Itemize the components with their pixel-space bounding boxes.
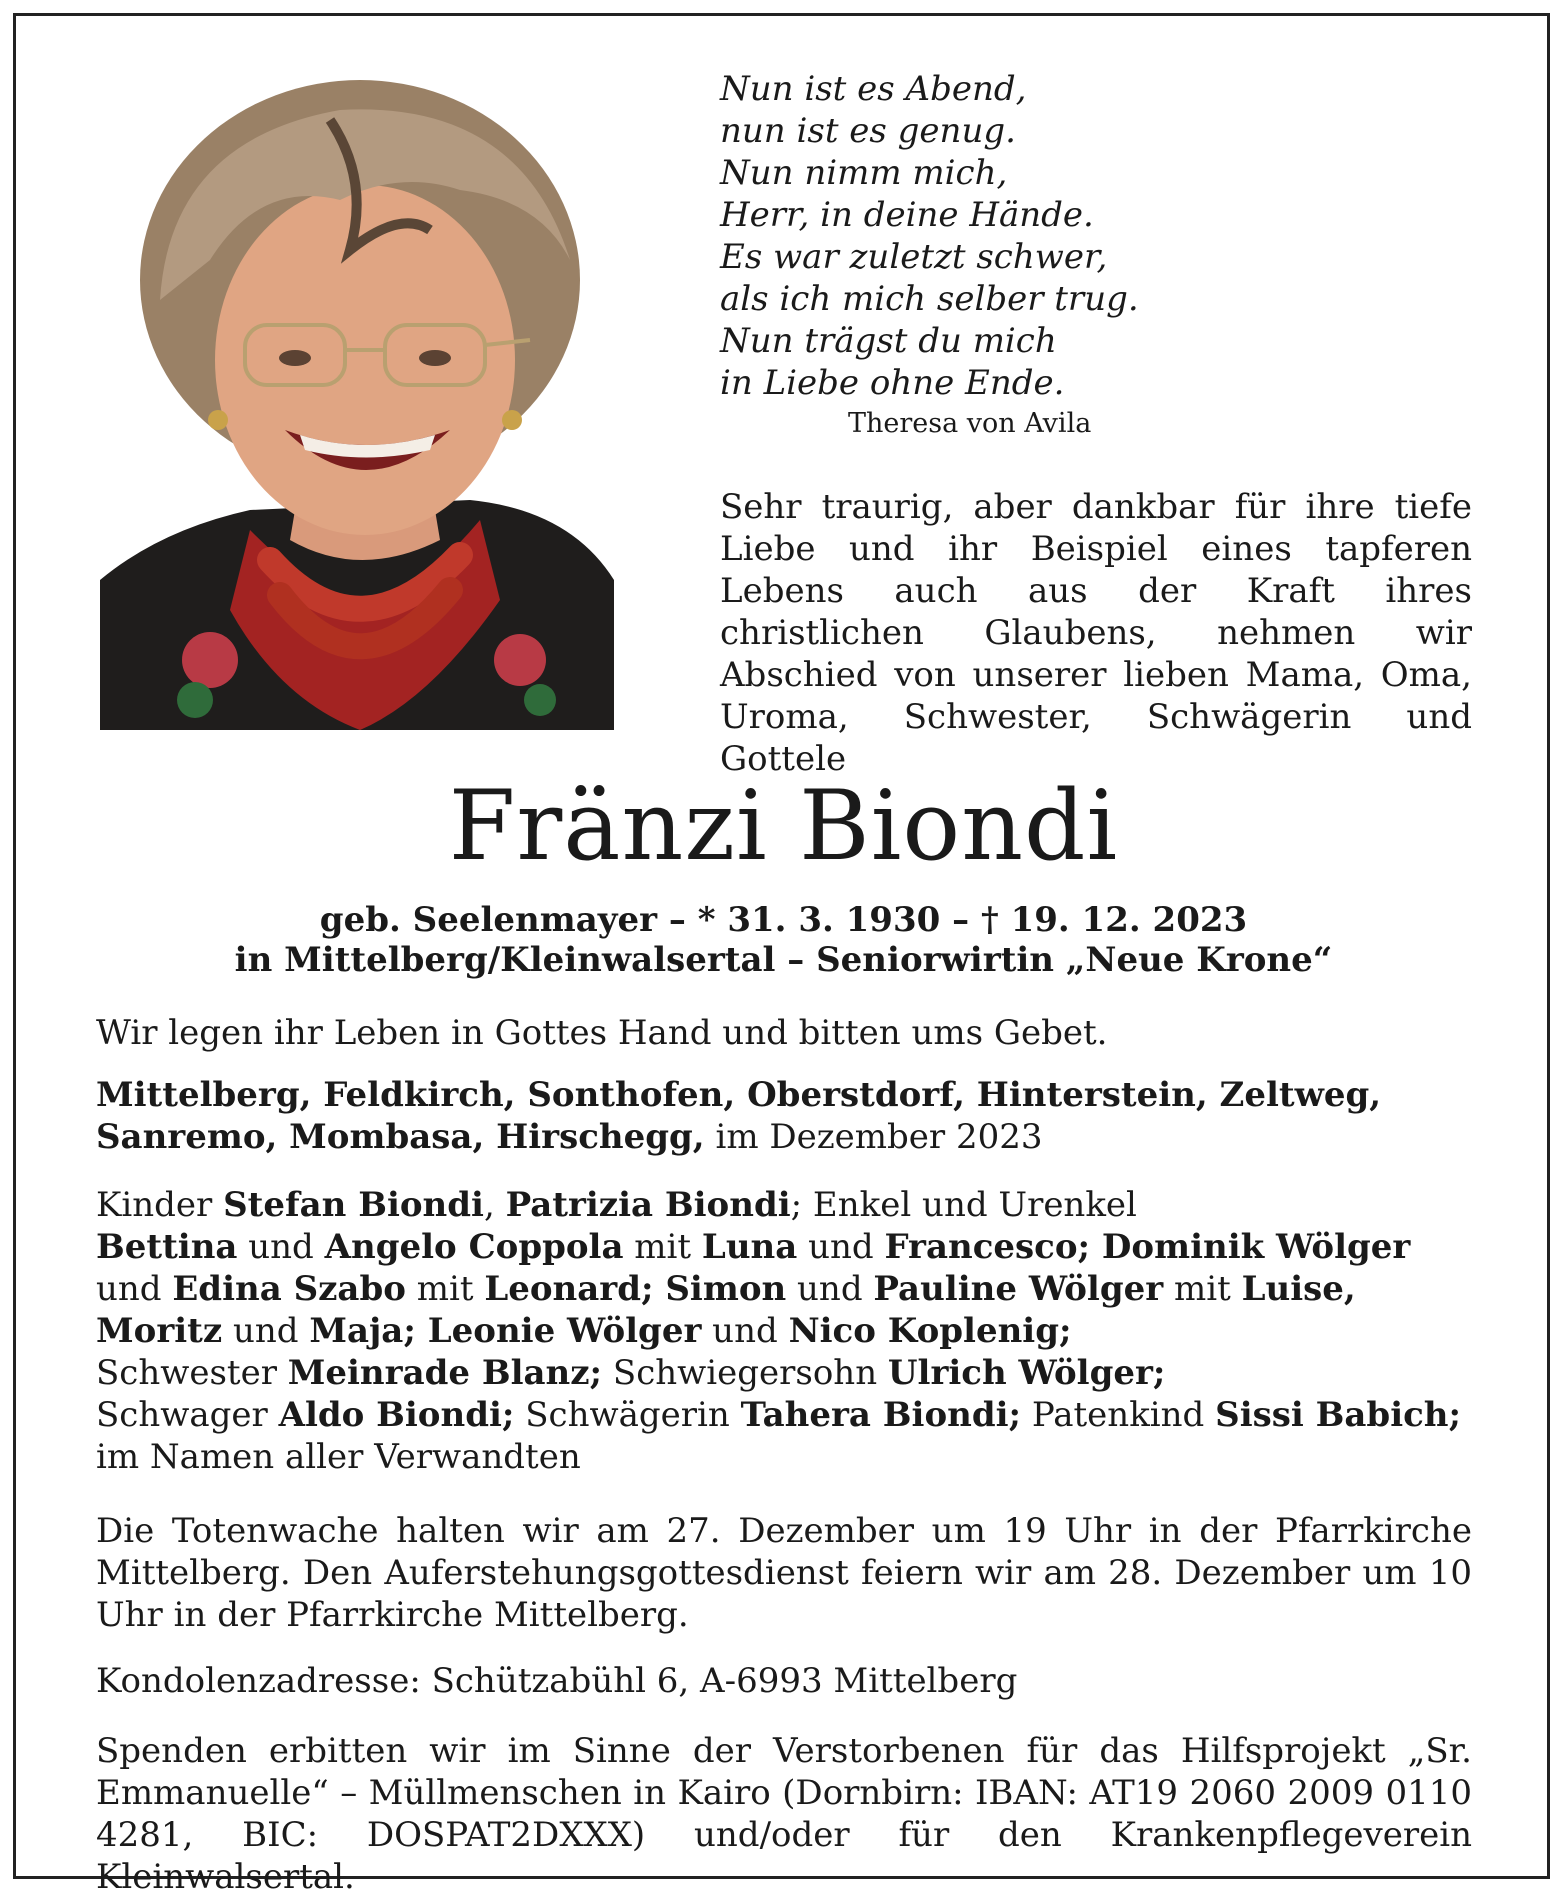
places-bold: Mittelberg, Feldkirch, Sonthofen, Oberstdorf, Hinterstein, Zeltweg, Sanremo, Mombasa, Hirschegg,	[96, 1075, 1382, 1157]
poem-author: Theresa von Avila	[848, 408, 1092, 439]
birth-death-line: geb. Seelenmayer – * 31. 3. 1930 – † 19. 12. 2023	[319, 900, 1248, 940]
services-text: Die Totenwache halten wir am 27. Dezember um 19 Uhr in der Pfarrkirche Mittelberg. Den Auferstehungsgottesdienst feiern wir am 28. Dezember um 10 Uhr in der Pfarrkirche Mittelberg.	[96, 1511, 1472, 1635]
poem-line: Nun nimm mich,	[720, 153, 1008, 193]
deceased-name: Fränzi Biondi	[448, 770, 1119, 882]
poem	[720, 68, 1139, 404]
family-line: Schwager Aldo Biondi; Schwägerin Tahera Biondi; Patenkind Sissi Babich;	[96, 1395, 1462, 1435]
family-line: im Namen aller Verwandten	[96, 1437, 581, 1477]
family-line: und Edina Szabo mit Leonard; Simon und Pauline Wölger mit Luise,	[96, 1269, 1356, 1309]
poem-line: Es war zuletzt schwer,	[720, 237, 1108, 277]
places-date: im Dezember 2023	[704, 1117, 1043, 1157]
poem-line: in Liebe ohne Ende.	[720, 363, 1065, 403]
condolence-address: Kondolenzadresse: Schützabühl 6, A-6993 Mittelberg	[96, 1661, 1018, 1701]
family-block	[96, 1184, 1472, 1478]
poem-line: Nun ist es Abend,	[720, 69, 1027, 109]
family-line: Bettina und Angelo Coppola mit Luna und Francesco; Dominik Wölger	[96, 1227, 1411, 1267]
donations-text: Spenden erbitten wir im Sinne der Verstorbenen für das Hilfsprojekt „Sr. Emmanuelle“ – Müllmenschen in Kairo (Dornbirn: IBAN: AT19 2060 2009 0110 4281, BIC: DOSPAT2DXXX) und/oder für den Krankenpflegeverein Kleinwalsertal.	[96, 1731, 1472, 1897]
intro-text: Sehr traurig, aber dankbar für ihre tiefe Liebe und ihr Beispiel eines tapferen Lebens auch aus der Kraft ihres christlichen Glaubens, nehmen wir Abschied von unserer lieben Mama, Oma, Uroma, Schwester, Schwägerin und Gottele	[720, 487, 1472, 779]
poem-line: Herr, in deine Hände.	[720, 195, 1094, 235]
family-line: Kinder Stefan Biondi, Patrizia Biondi; Enkel und Urenkel	[96, 1185, 1137, 1225]
poem-line: Nun trägst du mich	[720, 321, 1057, 361]
poem-line: als ich mich selber trug.	[720, 279, 1139, 319]
prayer-line: Wir legen ihr Leben in Gottes Hand und bitten ums Gebet.	[96, 1013, 1108, 1053]
family-line: Moritz und Maja; Leonie Wölger und Nico Koplenig;	[96, 1311, 1072, 1351]
poem-line: nun ist es genug.	[720, 111, 1016, 151]
places-block	[96, 1074, 1472, 1158]
family-line: Schwester Meinrade Blanz; Schwiegersohn Ulrich Wölger;	[96, 1353, 1166, 1393]
portrait-photo	[100, 60, 614, 730]
place-occupation-line: in Mittelberg/Kleinwalsertal – Seniorwirtin „Neue Krone“	[234, 940, 1333, 980]
